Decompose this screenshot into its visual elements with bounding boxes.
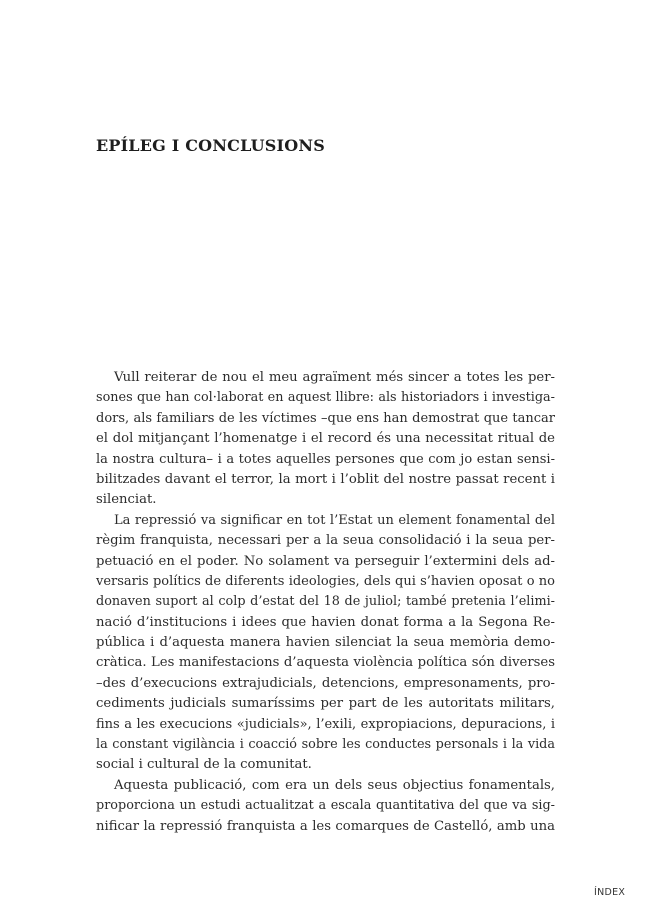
text-line: règim franquista, necessari per a la seua consolidació i la seua per- [96, 533, 555, 549]
text-line: pública i d’aquesta manera havien silenciat la seua memòria demo- [96, 635, 555, 651]
text-line: la nostra cultura– i a totes aquelles persones que com jo estan sensi- [96, 451, 555, 467]
text-line: el dol mitjançant l’homenatge i el record és una necessitat ritual de [96, 431, 555, 447]
text-line: dors, als familiars de les víctimes –que ens han demostrat que tancar [96, 410, 555, 426]
text-line: La repressió va significar en tot l’Estat un element fonamental del [114, 512, 555, 528]
text-line: fins a les execucions «judicials», l’exili, expropiacions, depuracions, i [96, 716, 555, 732]
text-line: Vull reiterar de nou el meu agraïment més sincer a totes les per- [114, 370, 555, 385]
text-line: petuació en el poder. No solament va perseguir l’extermini dels ad- [96, 553, 555, 569]
body-text [96, 368, 555, 837]
text-line: cediments judicials sumaríssims per part de les autoritats militars, [96, 696, 555, 712]
text-line: versaris polítics de diferents ideologies, dels qui s’havien oposat o no [96, 573, 555, 589]
paragraph-1 [96, 368, 555, 511]
text-line: sones que han col·laborat en aquest llibre: als historiadors i investiga- [96, 390, 555, 406]
text-line: proporciona un estudi actualitzat a escala quantitativa del que va sig- [96, 798, 555, 814]
text-line: social i cultural de la comunitat. [96, 757, 312, 773]
text-line: silenciat. [96, 492, 157, 508]
text-line: –des d’execucions extrajudicials, detencions, empresonaments, pro- [96, 675, 555, 691]
text-line: nació d’institucions i idees que havien donat forma a la Segona Re- [96, 614, 555, 630]
text-line: la constant vigilància i coacció sobre les conductes personals i la vida [96, 737, 555, 753]
text-line: donaven suport al colp d’estat del 18 de juliol; també pretenia l’elimi- [96, 594, 555, 610]
text-line: bilitzades davant el terror, la mort i l’oblit del nostre passat recent i [96, 471, 555, 487]
text-line: nificar la repressió franquista a les comarques de Castelló, amb una [96, 818, 555, 834]
text-line: cràtica. Les manifestacions d’aquesta violència política són diverses [96, 655, 555, 671]
text-line: Aquesta publicació, com era un dels seus objectius fonamentals, [114, 777, 555, 793]
paragraph-2 [96, 511, 555, 776]
paragraph-3 [96, 776, 555, 837]
index-link[interactable]: ÍNDEX [594, 887, 626, 898]
chapter-title: EPÍLEG I CONCLUSIONS [96, 136, 325, 155]
